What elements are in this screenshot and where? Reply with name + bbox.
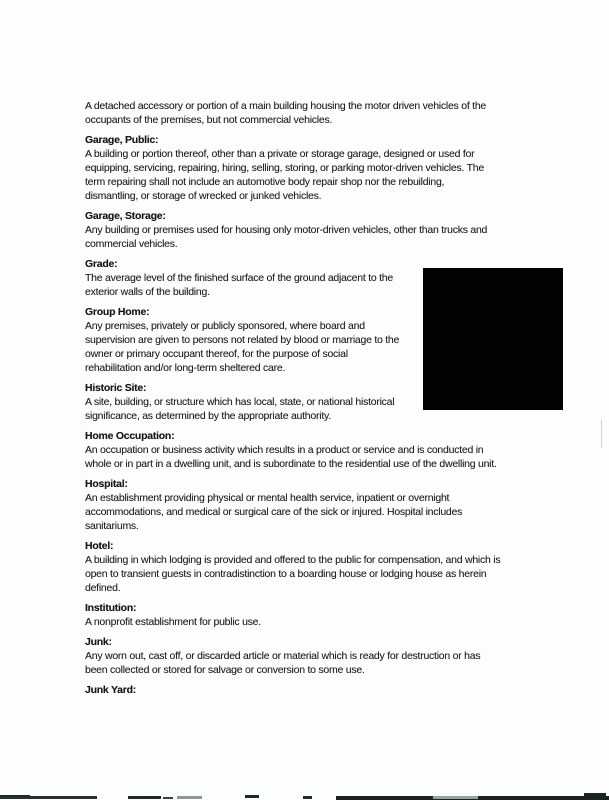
- definition-text-line: An establishment providing physical or mental health service, inpatient or overnight: [85, 492, 450, 504]
- definition-term: Group Home:: [85, 306, 150, 318]
- definition-text-line: owner or primary occupant thereof, for the purpose of social: [85, 348, 348, 360]
- definition-text-line: defined.: [85, 582, 121, 594]
- definition-term: Garage, Public:: [85, 134, 159, 146]
- scan-artifact-streak: [245, 795, 259, 798]
- definition-text-line: exterior walls of the building.: [85, 286, 210, 298]
- definition-section: [85, 635, 555, 677]
- scan-artifact-streak: [128, 796, 161, 799]
- definition-term: Garage, Storage:: [85, 210, 166, 222]
- definition-term: Junk:: [85, 636, 112, 648]
- definition-section: [85, 683, 555, 697]
- scan-artifact-scratch: [601, 420, 602, 448]
- definition-section: [85, 539, 555, 595]
- definition-text-line: accommodations, and medical or surgical care of the sick or injured. Hospital includes: [85, 506, 463, 518]
- definition-section: [85, 601, 555, 629]
- definition-text-line: open to transient guests in contradistinction to a boarding house or lodging house as herein: [85, 568, 487, 580]
- definition-text-line: The average level of the finished surface of the ground adjacent to the: [85, 272, 393, 284]
- definition-term: Historic Site:: [85, 382, 147, 394]
- definition-text-line: A detached accessory or portion of a main building housing the motor driven vehicles of the: [85, 100, 486, 112]
- scan-artifact-streak: [433, 796, 478, 799]
- definition-term: Hospital:: [85, 478, 128, 490]
- definition-text-line: term repairing shall not include an automotive body repair shop nor the rebuilding,: [85, 176, 445, 188]
- scan-artifact-streak: [303, 796, 312, 799]
- definition-text-line: been collected or stored for salvage or conversion to some use.: [85, 664, 365, 676]
- scan-artifact-streak: [177, 796, 202, 799]
- scan-artifact-streak: [584, 793, 606, 797]
- definition-section: [85, 99, 555, 127]
- definition-term: Junk Yard:: [85, 684, 136, 696]
- definition-text-line: commercial vehicles.: [85, 238, 178, 250]
- definition-text-line: rehabilitation and/or long-term sheltered care.: [85, 362, 286, 374]
- definition-text-line: An occupation or business activity which results in a product or service and is conducted in: [85, 444, 484, 456]
- definition-term: Institution:: [85, 602, 137, 614]
- definition-section: [85, 429, 555, 471]
- redaction-box: [423, 268, 563, 410]
- definition-text-line: A building in which lodging is provided and offered to the public for compensation, and which is: [85, 554, 501, 566]
- definition-section: [85, 133, 555, 203]
- definition-term: Grade:: [85, 258, 118, 270]
- definition-term: Hotel:: [85, 540, 114, 552]
- definition-text-line: Any premises, privately or publicly sponsored, where board and: [85, 320, 365, 332]
- definition-section: [85, 209, 555, 251]
- definition-text-line: whole or in part in a dwelling unit, and is subordinate to the residential use of the dwelling unit.: [85, 458, 497, 470]
- definition-text-line: A nonprofit establishment for public use.: [85, 616, 261, 628]
- scan-artifact-streak: [0, 796, 97, 799]
- definition-text-line: dismantling, or storage of wrecked or junked vehicles.: [85, 190, 322, 202]
- definition-text-line: Any building or premises used for housing only motor-driven vehicles, other than trucks and: [85, 224, 488, 236]
- definition-text-line: equipping, servicing, repairing, hiring, selling, storing, or parking motor-driven vehicles. The: [85, 162, 484, 174]
- definition-text-line: supervision are given to persons not related by blood or marriage to the: [85, 334, 400, 346]
- scan-artifact-streak: [163, 797, 173, 799]
- definition-text-line: A building or portion thereof, other than a private or storage garage, designed or used for: [85, 148, 475, 160]
- definition-text-line: A site, building, or structure which has local, state, or national historical: [85, 396, 395, 408]
- definition-text-line: Any worn out, cast off, or discarded article or material which is ready for destruction or has: [85, 650, 481, 662]
- definition-text-line: occupants of the premises, but not commercial vehicles.: [85, 114, 333, 126]
- definition-text-line: significance, as determined by the appropriate authority.: [85, 410, 331, 422]
- definition-text-line: sanitariums.: [85, 520, 139, 532]
- definition-section: [85, 477, 555, 533]
- definition-term: Home Occupation:: [85, 430, 175, 442]
